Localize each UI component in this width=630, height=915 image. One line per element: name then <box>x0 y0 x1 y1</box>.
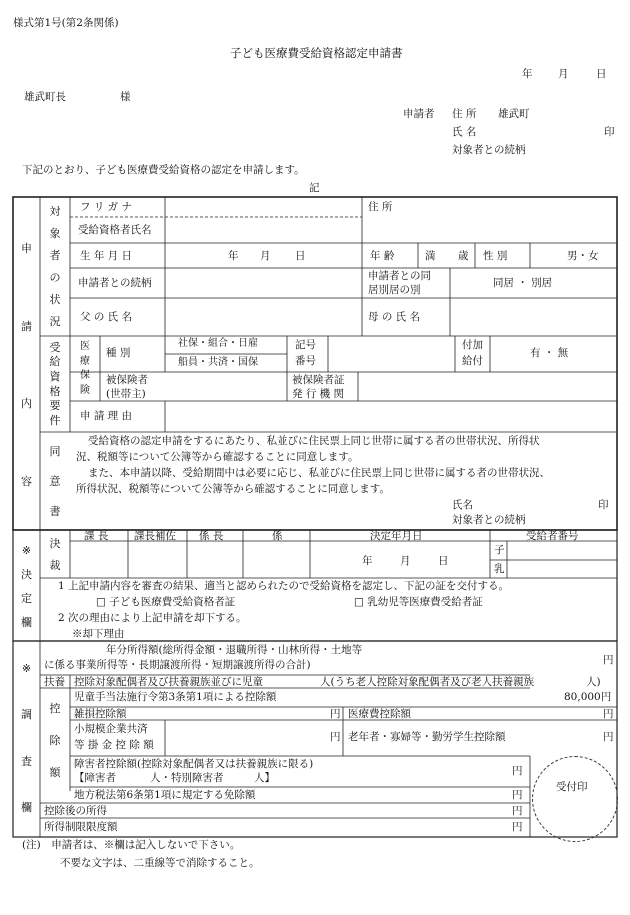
insurance-option-1: 社保・組合・日雇 <box>178 338 258 349</box>
income-line-2: に係る事業所得等・長期譲渡所得・短期譲渡所得の合計) <box>44 659 311 671</box>
addressee-honorific: 様 <box>120 91 131 103</box>
eligibility-label: 受 給 資 格 要 件 <box>49 340 61 428</box>
birth-month: 月 <box>260 250 271 262</box>
kibo-yen: 円 <box>330 731 341 743</box>
recipient-nyu: 乳 <box>494 563 505 575</box>
header-date-day: 日 <box>596 68 607 80</box>
birthdate-label: 生 年 月 日 <box>80 250 133 262</box>
rojin-label: 老年者・寡婦等・勤労学生控除額 <box>348 731 506 743</box>
kigo-label-2: 番号 <box>295 355 316 367</box>
seal-mark: 印 <box>604 126 615 138</box>
jido-label: 児童手当法施行令第3条第1項による控除額 <box>74 691 277 703</box>
kibo-label-1: 小規模企業共済 <box>74 723 148 735</box>
consent-line-2: 況、税額等について公簿等から確認することに同意します。 <box>76 451 359 463</box>
birth-day: 日 <box>295 250 306 262</box>
document-title: 子ども医療費受給資格認定申請書 <box>230 46 403 60</box>
consent-label: 同 意 書 <box>49 444 61 518</box>
dokyo-label-1: 申請者との同 <box>368 270 431 282</box>
shogai-line-1: 障害者控除額(控除対象配偶者又は扶養親族に限る) <box>74 758 314 770</box>
approver-kacho: 課 長 <box>84 530 109 542</box>
consent-relation-label: 対象者との続柄 <box>452 514 526 526</box>
fuyo-text-2: 人(うち老人控除対象配偶者及び老人扶養親族 <box>320 676 535 688</box>
form-number: 様式第1号(第2条関係) <box>13 17 119 29</box>
note-line-1: (注) 申請者は、※欄は記入しないで下さい。 <box>22 839 241 851</box>
chiho-label: 地方税法第6条第1項に規定する免除額 <box>74 789 256 801</box>
approver-kakari: 係 <box>272 530 283 542</box>
decision-date-label: 決定年月日 <box>370 530 423 542</box>
decision-item-2: 2 次の理由により上記申請を却下する。 <box>58 612 247 624</box>
decision-item-1: 1 上記申請内容を審査の結果、適当と認められたので受給資格を認定し、下記の証を交付する。 <box>58 580 510 592</box>
kigo-label-1: 記号 <box>295 339 316 351</box>
income-yen: 円 <box>603 654 614 666</box>
target-label: 対 象 者 の 状 況 <box>49 204 61 328</box>
header-date-month: 月 <box>558 68 569 80</box>
after-deduction-label: 控除後の所得 <box>44 805 107 817</box>
relation-applicant-label: 申請者との続柄 <box>78 277 152 289</box>
reception-stamp-circle <box>532 756 618 842</box>
insured-label-2: (世帯主) <box>106 388 146 400</box>
decision-year: 年 <box>362 555 373 567</box>
decision-side-label: ※ 決 定 欄 <box>21 543 32 629</box>
address-field-label: 住 所 <box>368 201 393 213</box>
father-name-label: 父 の 氏 名 <box>80 311 133 323</box>
age-label: 年 齢 <box>370 250 395 262</box>
decision-check-2: □ 乳幼児等医療費受給者証 <box>354 596 483 608</box>
iryo-yen: 円 <box>603 708 614 720</box>
shogai-yen: 円 <box>512 765 523 777</box>
reason-label: 申 請 理 由 <box>80 410 133 422</box>
iryo-label: 医療費控除額 <box>348 708 411 720</box>
medical-insurance-label: 医 療 保 険 <box>80 341 90 396</box>
age-sai: 歳 <box>458 250 469 262</box>
fuyo-nin: 人) <box>586 676 601 688</box>
shogai-line-2: 【障害者 <box>74 772 116 784</box>
recipient-number-label: 受給者番号 <box>526 530 579 542</box>
decision-day: 日 <box>438 555 449 567</box>
apply-side-label: 申 請 内 容 <box>21 242 32 488</box>
address-value: 雄武町 <box>498 108 530 120</box>
dokyo-label-2: 居別居の別 <box>368 284 421 296</box>
sex-label: 性 別 <box>483 250 508 262</box>
koujo-label: 控 除 額 <box>49 701 61 779</box>
reception-stamp-label: 受付印 <box>556 781 588 793</box>
cert-label-2: 発 行 機 関 <box>292 388 345 400</box>
sex-value: 男・女 <box>567 250 599 262</box>
relation-label: 対象者との続柄 <box>452 144 526 156</box>
decision-check-1: □ 子ども医療費受給資格者証 <box>96 596 236 608</box>
survey-side-label: ※ 調 査 欄 <box>21 661 32 815</box>
income-limit-label: 所得制限限度額 <box>44 821 118 833</box>
note-line-2: 不要な文字は、二重線等で消除すること。 <box>60 857 260 869</box>
header-date-year: 年 <box>522 68 533 80</box>
kessai-label: 決 裁 <box>49 536 61 572</box>
insurance-type-label: 種 別 <box>106 347 131 359</box>
consent-name-label: 氏名 <box>452 499 473 511</box>
dokyo-value: 同居 ・ 別居 <box>493 277 553 289</box>
address-label: 住 所 <box>452 108 477 120</box>
consent-seal-mark: 印 <box>598 499 609 511</box>
name-label: 氏 名 <box>452 126 477 138</box>
approver-kacho-hosa: 課長補佐 <box>134 530 176 542</box>
fuka-value: 有 ・ 無 <box>530 347 569 359</box>
fuyo-text: 控除対象配偶者及び扶養親族並びに児童 <box>74 676 263 688</box>
kibo-label-2: 等 掛 金 控 除 額 <box>74 739 154 751</box>
insurance-option-2: 船員・共済・国保 <box>178 357 258 368</box>
recipient-name-label: 受給資格者氏名 <box>78 224 152 236</box>
shogai-line-3: 人・特別障害者 <box>150 772 224 784</box>
approver-kakaricho: 係 長 <box>199 530 224 542</box>
addressee: 雄武町長 <box>24 91 66 103</box>
consent-line-4: 所得状況、税額等について公簿等から確認することに同意します。 <box>76 483 390 495</box>
intro-text: 下記のとおり、子ども医療費受給資格の認定を申請します。 <box>22 164 305 176</box>
consent-line-1: 受給資格の認定申請をするにあたり、私並びに住民票上同じ世帯に属する者の世帯状況、所得状 <box>88 435 540 447</box>
fuka-label-1: 付加 <box>462 339 483 351</box>
zasson-label: 雑損控除額 <box>74 708 127 720</box>
decision-month: 月 <box>400 555 411 567</box>
recipient-ko: 子 <box>494 544 505 556</box>
cert-label-1: 被保険者証 <box>292 374 345 386</box>
mother-name-label: 母 の 氏 名 <box>368 311 421 323</box>
rojin-yen: 円 <box>603 731 614 743</box>
zasson-yen: 円 <box>330 708 341 720</box>
insured-label-1: 被保険者 <box>106 374 148 386</box>
birth-year: 年 <box>228 250 239 262</box>
chiho-yen: 円 <box>512 789 523 801</box>
income-line-1: 年分所得額(総所得金額・退職所得・山林所得・土地等 <box>106 644 363 656</box>
consent-line-3: また、本申請以降、受給期間中は必要に応じ、私並びに住民票上同じ世帯に属する者の世帯状況、 <box>88 467 550 479</box>
income-limit-yen: 円 <box>512 821 523 833</box>
fuyo-label: 扶養 <box>44 676 65 688</box>
fuka-label-2: 給付 <box>462 355 483 367</box>
jido-amount: 80,000円 <box>564 691 612 703</box>
ki-mark: 記 <box>309 182 320 194</box>
shogai-line-4: 人】 <box>254 772 275 784</box>
after-deduction-yen: 円 <box>512 805 523 817</box>
rejection-reason-label: ※却下理由 <box>72 628 125 640</box>
furigana-label: フ リ ガ ナ <box>80 201 133 213</box>
applicant-label: 申請者 <box>403 108 435 120</box>
age-man: 満 <box>425 250 436 262</box>
